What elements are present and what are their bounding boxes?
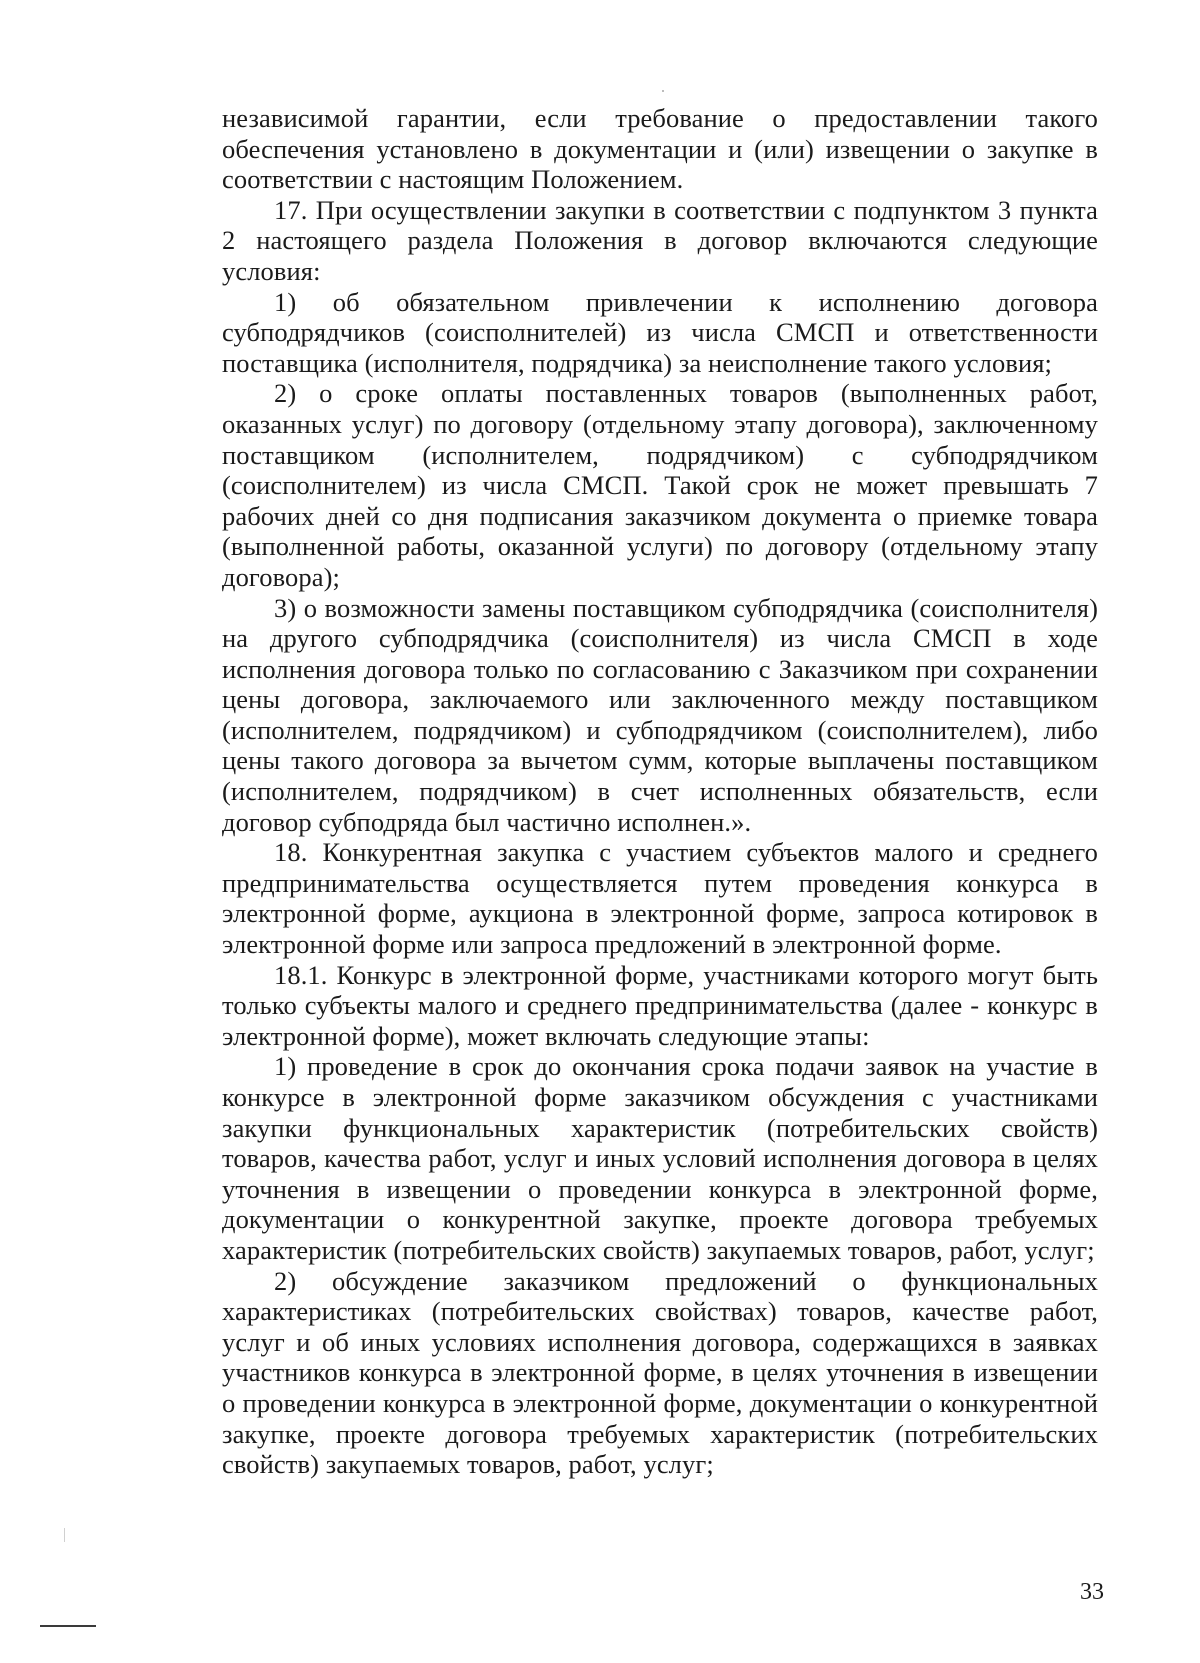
paragraph-17: 17. При осуществлении закупки в соответствии с подпунктом 3 пункта 2 настоящего раздела Положения в договор включаются следующие условия: [222,194,1098,286]
paragraph-17-item-1: 1) об обязательном привлечении к исполнению договора субподрядчиков (соисполнителей) из числа СМСП и ответственности поставщика (исполнителя, подрядчика) за неисполнение такого условия; [222,286,1098,378]
paragraph-18-1: 18.1. Конкурс в электронной форме, участниками которого могут быть только субъекты малого и среднего предпринимательства (далее - конкурс в электронной форме), может включать следующие этапы: [222,959,1098,1051]
paragraph-18-1-item-2: 2) обсуждение заказчиком предложений о функциональных характеристиках (потребительских свойствах) товаров, качестве работ, услуг и об иных условиях исполнения договора, содержащихся в заявках участников конкурса в электронной форме, в целях уточнения в извещении о проведении конкурса в электронной форме, документации о конкурентной закупке, проекте договора требуемых характеристик (потребительских свойств) закупаемых товаров, работ, услуг; [222,1265,1098,1480]
paragraph-18: 18. Конкурентная закупка с участием субъектов малого и среднего предпринимательства осуществляется путем проведения конкурса в электронной форме, аукциона в электронной форме, запроса котировок в электронной форме или запроса предложений в электронной форме. [222,837,1098,960]
scan-speck [64,1528,65,1542]
paragraph-18-1-item-1: 1) проведение в срок до окончания срока подачи заявок на участие в конкурсе в электронной форме заказчиком обсуждения с участниками закупки функциональных характеристик (потребительских свойств) товаров, качества работ, услуг и иных условий исполнения договора в целях уточнения в извещении о проведении конкурса в электронной форме, документации о конкурентной закупке, проекте договора требуемых характеристик (потребительских свойств) закупаемых товаров, работ, услуг; [222,1051,1098,1265]
paragraph-17-item-2: 2) о сроке оплаты поставленных товаров (выполненных работ, оказанных услуг) по договору (отдельному этапу договора), заключенному поставщиком (исполнителем, подрядчиком) с субподрядчиком (соисполнителем) из числа СМСП. Такой срок не может превышать 7 рабочих дней со дня подписания заказчиком документа о приемке товара (выполненной работы, оказанной услуги) по договору (отдельному этапу договора); [222,378,1098,592]
paragraph-17-item-3: 3) о возможности замены поставщиком субподрядчика (соисполнителя) на другого субподрядчика (соисполнителя) из числа СМСП в ходе исполнения договора только по согласованию с Заказчиком при сохранении цены договора, заключаемого или заключенного между поставщиком (исполнителем, подрядчиком) и субподрядчиком (соисполнителем), либо цены такого договора за вычетом сумм, которые выплачены поставщиком (исполнителем, подрядчиком) в счет исполненных обязательств, если договор субподряда был частично исполнен.». [222,592,1098,837]
scan-speck [662,90,664,92]
scan-edge-mark [40,1625,96,1627]
page-number: 33 [1080,1579,1104,1605]
document-body [222,103,1098,1480]
paragraph-continuation: независимой гарантии, если требование о предоставлении такого обеспечения установлено в документации и (или) извещении о закупке в соответствии с настоящим Положением. [222,103,1098,195]
